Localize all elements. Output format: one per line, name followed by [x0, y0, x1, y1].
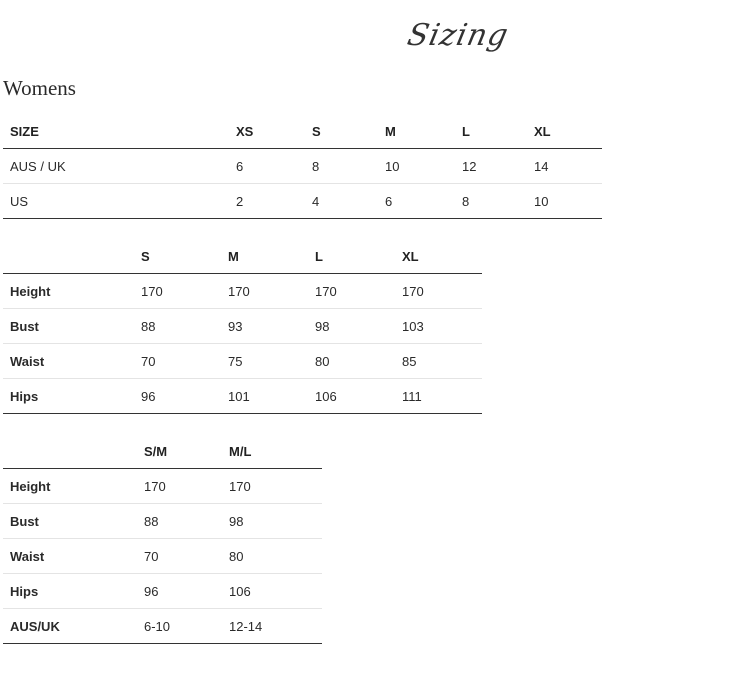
size-conversion-table — [3, 114, 602, 219]
table-cell: 6 — [378, 184, 455, 219]
row-label: Waist — [3, 344, 134, 379]
row-label: Bust — [3, 504, 137, 539]
table-cell: 4 — [305, 184, 378, 219]
table-row — [3, 504, 322, 539]
column-header: S — [134, 239, 221, 274]
table-header-row — [3, 114, 602, 149]
table-cell: 80 — [308, 344, 395, 379]
table-cell: 93 — [221, 309, 308, 344]
column-header: XL — [395, 239, 482, 274]
row-label: Height — [3, 274, 134, 309]
column-header: M/L — [222, 434, 322, 469]
page-title: Sizing — [404, 18, 512, 53]
table-cell: 88 — [137, 504, 222, 539]
table-cell: 170 — [395, 274, 482, 309]
table-cell: 75 — [221, 344, 308, 379]
column-header: XS — [229, 114, 305, 149]
column-header: SIZE — [3, 114, 229, 149]
table-row — [3, 469, 322, 504]
row-label: Height — [3, 469, 137, 504]
column-header — [3, 239, 134, 274]
column-header: XL — [527, 114, 602, 149]
table-cell: 12-14 — [222, 609, 322, 644]
column-header: L — [455, 114, 527, 149]
table-cell: 96 — [137, 574, 222, 609]
column-header: S — [305, 114, 378, 149]
table-row — [3, 379, 482, 414]
section-heading: Womens — [3, 76, 76, 100]
table-row — [3, 609, 322, 644]
table-cell: 106 — [308, 379, 395, 414]
table-cell: 170 — [308, 274, 395, 309]
row-label: Waist — [3, 539, 137, 574]
measurements-table — [3, 239, 482, 414]
table-cell: 170 — [222, 469, 322, 504]
column-header: M — [221, 239, 308, 274]
column-header — [3, 434, 137, 469]
table-cell: 170 — [137, 469, 222, 504]
table-cell: 170 — [134, 274, 221, 309]
table-cell: 12 — [455, 149, 527, 184]
table-cell: 98 — [308, 309, 395, 344]
table-cell: 96 — [134, 379, 221, 414]
table-cell: 10 — [527, 184, 602, 219]
table-row — [3, 574, 322, 609]
table-row — [3, 274, 482, 309]
row-label: AUS/UK — [3, 609, 137, 644]
table-cell: 103 — [395, 309, 482, 344]
table-cell: 2 — [229, 184, 305, 219]
table-cell: 80 — [222, 539, 322, 574]
table-cell: 70 — [137, 539, 222, 574]
table-row — [3, 149, 602, 184]
column-header: L — [308, 239, 395, 274]
table-cell: 98 — [222, 504, 322, 539]
table-cell: 70 — [134, 344, 221, 379]
table-row — [3, 184, 602, 219]
table-header-row — [3, 434, 322, 469]
combined-size-table — [3, 434, 322, 644]
table-cell: 106 — [222, 574, 322, 609]
row-label: Bust — [3, 309, 134, 344]
row-label: AUS / UK — [3, 149, 229, 184]
table-cell: 6-10 — [137, 609, 222, 644]
table-cell: 101 — [221, 379, 308, 414]
table-row — [3, 309, 482, 344]
column-header: S/M — [137, 434, 222, 469]
column-header: M — [378, 114, 455, 149]
table-cell: 8 — [455, 184, 527, 219]
table-cell: 14 — [527, 149, 602, 184]
table-cell: 10 — [378, 149, 455, 184]
table-cell: 8 — [305, 149, 378, 184]
table-cell: 88 — [134, 309, 221, 344]
table-header-row — [3, 239, 482, 274]
table-cell: 6 — [229, 149, 305, 184]
table-cell: 85 — [395, 344, 482, 379]
table-cell: 111 — [395, 379, 482, 414]
table-row — [3, 344, 482, 379]
row-label: Hips — [3, 574, 137, 609]
table-row — [3, 539, 322, 574]
row-label: US — [3, 184, 229, 219]
table-cell: 170 — [221, 274, 308, 309]
row-label: Hips — [3, 379, 134, 414]
